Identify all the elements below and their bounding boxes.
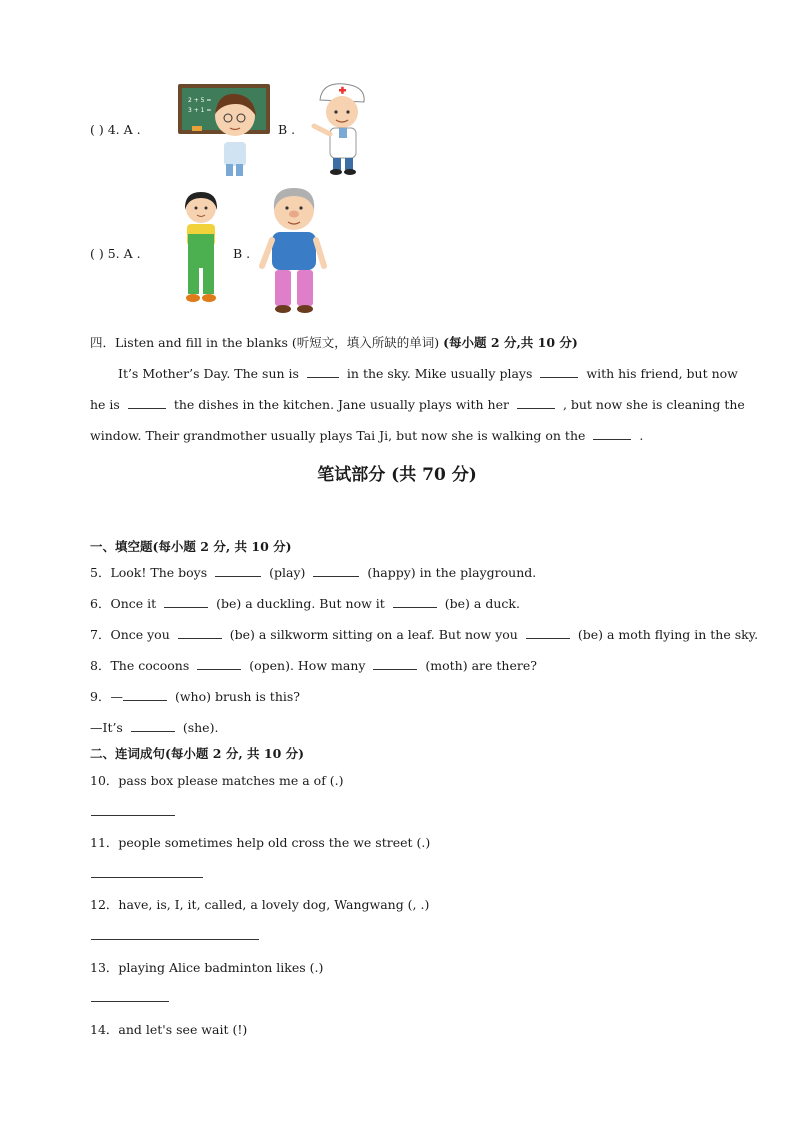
q8-blank-1[interactable]: [197, 657, 241, 670]
part1-q7: 7．Once you (be) a silkworm sitting on a leaf. But now you (be) a moth flying in the sky.: [90, 627, 759, 642]
q5-blank-1[interactable]: [215, 564, 261, 577]
listening-q5-b-label: B .: [233, 246, 251, 261]
girl-illustration: [178, 190, 224, 310]
doctor-illustration: [308, 82, 370, 176]
passage-line-2: he is the dishes in the kitchen. Jane usually plays with her , but now she is cleaning the: [90, 397, 745, 412]
part2-q14: 14．and let's see wait (!): [90, 1022, 248, 1037]
q11-answer-line[interactable]: [91, 877, 203, 878]
passage-blank-3[interactable]: [128, 396, 166, 409]
passage-blank-2[interactable]: [540, 365, 578, 378]
written-part-title: 笔试部分 (共 70 分): [317, 465, 477, 485]
part1-heading: 一、填空题(每小题 2 分, 共 10 分): [90, 539, 292, 554]
part1-q9-answer: —It’s (she).: [90, 720, 219, 735]
part1-q8: 8．The cocoons (open). How many (moth) are there?: [90, 658, 537, 673]
passage-line-1: It’s Mother’s Day. The sun is in the sky. Mike usually plays with his friend, but now: [118, 366, 738, 381]
part1-q6: 6．Once it (be) a duckling. But now it (be) a duck.: [90, 596, 520, 611]
q7-blank-1[interactable]: [178, 626, 222, 639]
passage-blank-5[interactable]: [593, 427, 631, 440]
part2-q11: 11．people sometimes help old cross the we street (.): [90, 835, 431, 850]
q10-answer-line[interactable]: [91, 815, 175, 816]
section4-heading: 四．Listen and fill in the blanks (听短文，填入所缺的单词) (每小题 2 分,共 10 分): [90, 335, 578, 350]
q8-blank-2[interactable]: [373, 657, 417, 670]
svg-text:3 + 1 =: 3 + 1 =: [188, 107, 212, 114]
q9-blank-2[interactable]: [131, 719, 175, 732]
teacher-illustration: [178, 82, 270, 178]
passage-blank-1[interactable]: [307, 365, 339, 378]
q7-blank-2[interactable]: [526, 626, 570, 639]
q12-answer-line[interactable]: [91, 939, 259, 940]
q13-answer-line[interactable]: [91, 1001, 169, 1002]
q5-blank-2[interactable]: [313, 564, 359, 577]
part2-heading: 二、连词成句(每小题 2 分, 共 10 分): [90, 746, 305, 761]
grandpa-illustration: [260, 184, 328, 316]
q6-blank-2[interactable]: [393, 595, 437, 608]
part1-q9-question: 9．— (who) brush is this?: [90, 689, 300, 704]
q9-blank-1[interactable]: [123, 688, 167, 701]
part1-q5: 5．Look! The boys (play) (happy) in the playground.: [90, 565, 537, 580]
listening-q4-b-label: B .: [278, 122, 296, 137]
part2-q12: 12．have, is, I, it, called, a lovely dog, Wangwang (, .): [90, 897, 430, 912]
svg-text:2 + 5 =: 2 + 5 =: [188, 97, 212, 104]
part2-q10: 10．pass box please matches me a of (.): [90, 773, 344, 788]
part2-q13: 13．playing Alice badminton likes (.): [90, 960, 324, 975]
listening-q5-label: ( ) 5. A .: [90, 246, 141, 261]
passage-line-3: window. Their grandmother usually plays Tai Ji, but now she is walking on the .: [90, 428, 644, 443]
q6-blank-1[interactable]: [164, 595, 208, 608]
listening-q4-label: ( ) 4. A .: [90, 122, 141, 137]
passage-blank-4[interactable]: [517, 396, 555, 409]
